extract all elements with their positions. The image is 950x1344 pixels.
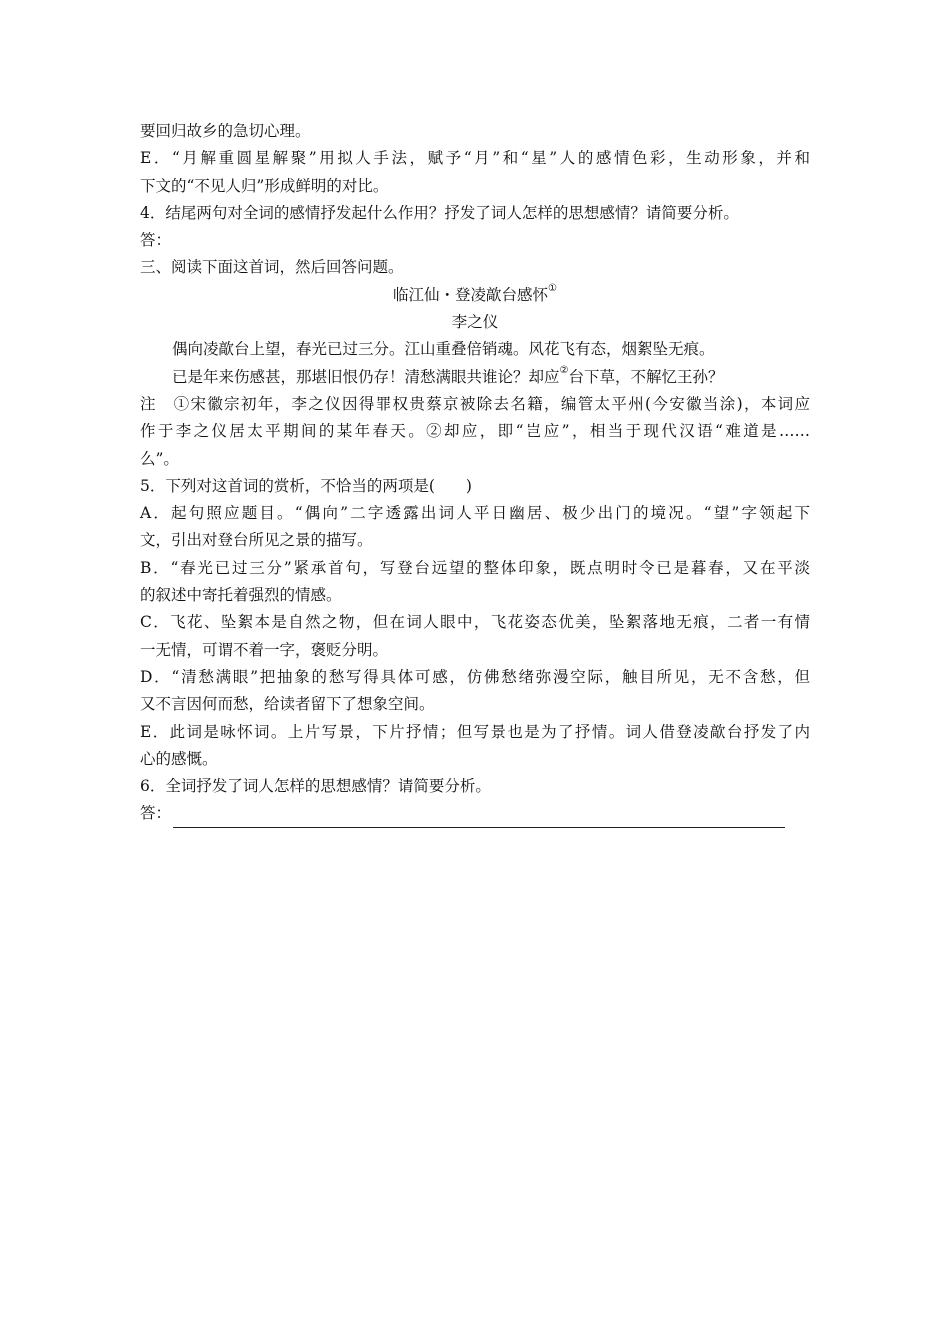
option-d-line-1: D．“清愁满眼”把抽象的愁写得具体可感，仿佛愁绪弥漫空际，触目所见，无不含愁，但 — [140, 667, 810, 686]
answer-6-blank-line[interactable] — [173, 807, 785, 828]
question-5: 5．下列对这首词的赏析，不恰当的两项是( ) — [140, 476, 472, 495]
poem-title — [140, 282, 810, 309]
option-c-line-1: C．飞花、坠絮本是自然之物，但在词人眼中，飞花姿态优美，坠絮落地无痕，二者一有情 — [140, 613, 810, 632]
option-c-line-2: 一无情，可谓不着一字，褒贬分明。 — [140, 640, 389, 659]
notes-line-3: 么”。 — [140, 449, 179, 468]
poem-line-note-mark: ② — [559, 364, 569, 376]
option-e-line-2: 心的感慨。 — [140, 749, 218, 768]
poem-title-text: 临江仙・登凌歊台感怀 — [393, 285, 549, 304]
option-a-line-1: A．起句照应题目。“偶向”二字透露出词人平日幽居、极少出门的境况。“望”字领起下 — [140, 504, 810, 523]
option-a-line-2: 文，引出对登台所见之景的描写。 — [140, 531, 373, 550]
option-d-line-2: 又不言因何而愁，给读者留下了想象空间。 — [140, 695, 435, 714]
option-e-line-1: E．此词是咏怀词。上片写景，下片抒情；但写景也是为了抒情。词人借登凌歊台抒发了内 — [140, 722, 810, 741]
question-4: 4．结尾两句对全词的感情抒发起什么作用？抒发了词人怎样的思想感情？请简要分析。 — [140, 203, 739, 222]
option-b-line-2: 的叙述中寄托着强烈的情感。 — [140, 586, 342, 605]
option-b-line-1: B．“春光已过三分”紧承首句，写登台远望的整体印象，既点明时令已是暮春，又在平淡 — [140, 558, 810, 577]
poem-title-note-mark: ① — [548, 282, 557, 294]
poem-lower-stanza-part-1: 已是年来伤感甚，那堪旧恨仍存！清愁满眼共谁论？却应 — [172, 367, 560, 386]
notes-line-2: 作于李之仪居太平期间的某年春天。②却应，即“岂应”，相当于现代汉语“难道是…… — [140, 422, 810, 441]
poem-lower-stanza — [140, 364, 810, 391]
document-body — [140, 118, 810, 828]
notes-line-1: 注 ①宋徽宗初年，李之仪因得罪权贵蔡京被除去名籍，编管太平州(今安徽当涂)，本词应 — [140, 394, 810, 413]
poem-lower-stanza-part-2: 台下草，不解忆王孙？ — [568, 367, 724, 386]
answer-4-label: 答： — [140, 231, 172, 250]
answer-6-row — [140, 800, 810, 827]
prev-option-e-line-1: E．“月解重圆星解聚”用拟人手法，赋予“月”和“星”人的感情色彩，生动形象，并和 — [140, 149, 810, 168]
answer-6-label: 答： — [140, 804, 172, 823]
poem-author: 李之仪 — [451, 313, 499, 332]
prev-option-d-tail: 要回归故乡的急切心理。 — [140, 122, 311, 140]
section-3-heading: 三、阅读下面这首词，然后回答问题。 — [140, 258, 404, 277]
poem-upper-stanza: 偶向凌歊台上望，春光已过三分。江山重叠倍销魂。风花飞有态，烟絮坠无痕。 — [172, 340, 715, 359]
prev-option-e-line-2: 下文的“不见人归”形成鲜明的对比。 — [140, 176, 389, 195]
question-6: 6．全词抒发了词人怎样的思想感情？请简要分析。 — [140, 777, 491, 796]
